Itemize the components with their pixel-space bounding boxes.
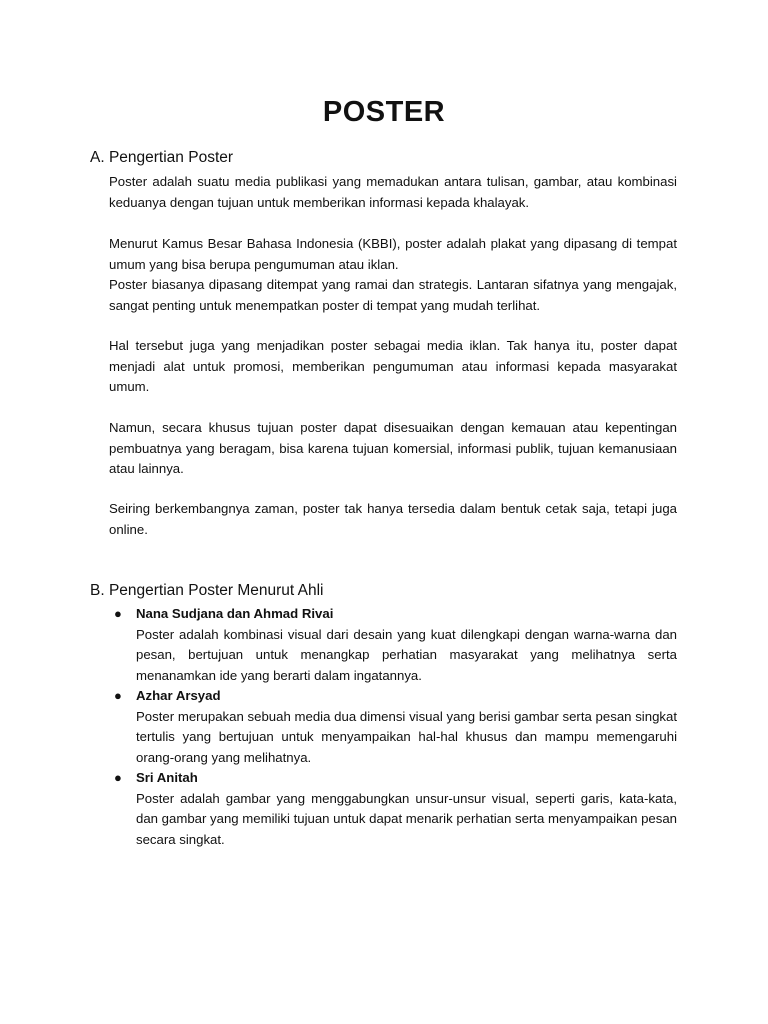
section-a-paragraph-4 — [109, 336, 677, 398]
document-title: POSTER — [322, 96, 446, 128]
bullet-icon: ● — [114, 606, 122, 621]
paragraph-text: Menurut Kamus Besar Bahasa Indonesia (KBBI), poster adalah plakat yang dipasang di tempat umum yang bisa berupa pengumuman atau iklan. — [109, 236, 677, 272]
section-a-paragraph-6 — [109, 499, 677, 540]
section-a-heading: A. Pengertian Poster — [90, 149, 234, 166]
paragraph-text: Seiring berkembangnya zaman, poster tak hanya tersedia dalam bentuk cetak saja, tetapi juga online. — [109, 501, 677, 537]
section-a-paragraph-5 — [109, 418, 677, 480]
section-a-paragraph-1 — [109, 172, 677, 213]
paragraph-text: Poster biasanya dipasang ditempat yang ramai dan strategis. Lantaran sifatnya yang mengajak, sangat penting untuk menempatkan poster di tempat yang mudah terlihat. — [109, 277, 677, 313]
section-a-paragraph-3 — [109, 275, 677, 316]
expert-item-sri-anitah — [109, 768, 677, 850]
section-a-paragraph-2 — [109, 234, 677, 275]
experts-list — [109, 604, 677, 850]
expert-item-nana-sudjana — [109, 604, 677, 686]
bullet-icon: ● — [114, 688, 122, 703]
expert-description: Poster adalah kombinasi visual dari desain yang kuat dilengkapi dengan warna-warna dan pesan, bertujuan untuk menangkap perhatian masyarakat yang melihatnya serta menanamkan ide yang berarti dalam ingatannya. — [136, 626, 677, 683]
expert-name: Nana Sudjana dan Ahmad Rivai — [136, 606, 334, 621]
expert-name: Azhar Arsyad — [136, 688, 221, 703]
paragraph-text: Hal tersebut juga yang menjadikan poster sebagai media iklan. Tak hanya itu, poster dapat menjadi alat untuk promosi, memberikan pengumuman atau informasi kepada masyarakat umum. — [109, 338, 677, 394]
expert-item-azhar-arsyad — [109, 686, 677, 768]
expert-description: Poster merupakan sebuah media dua dimensi visual yang berisi gambar serta pesan singkat tertulis yang bertujuan untuk menyampaikan hal-hal khusus dan mampu memengaruhi orang-orang yang melihatnya. — [136, 708, 677, 765]
section-b-heading: B. Pengertian Poster Menurut Ahli — [90, 582, 324, 599]
paragraph-text: Poster adalah suatu media publikasi yang memadukan antara tulisan, gambar, atau kombinasi keduanya dengan tujuan untuk memberikan informasi kepada khalayak. — [109, 174, 677, 210]
expert-name: Sri Anitah — [136, 770, 198, 785]
bullet-icon: ● — [114, 770, 122, 785]
paragraph-text: Namun, secara khusus tujuan poster dapat disesuaikan dengan kemauan atau kepentingan pembuatnya yang beragam, bisa karena tujuan komersial, informasi publik, tujuan kemanusiaan atau lainnya. — [109, 420, 677, 476]
expert-description: Poster adalah gambar yang menggabungkan unsur-unsur visual, seperti garis, kata-kata, dan gambar yang memiliki tujuan untuk dapat menarik perhatian serta menyampaikan pesan secara singkat. — [136, 790, 677, 847]
